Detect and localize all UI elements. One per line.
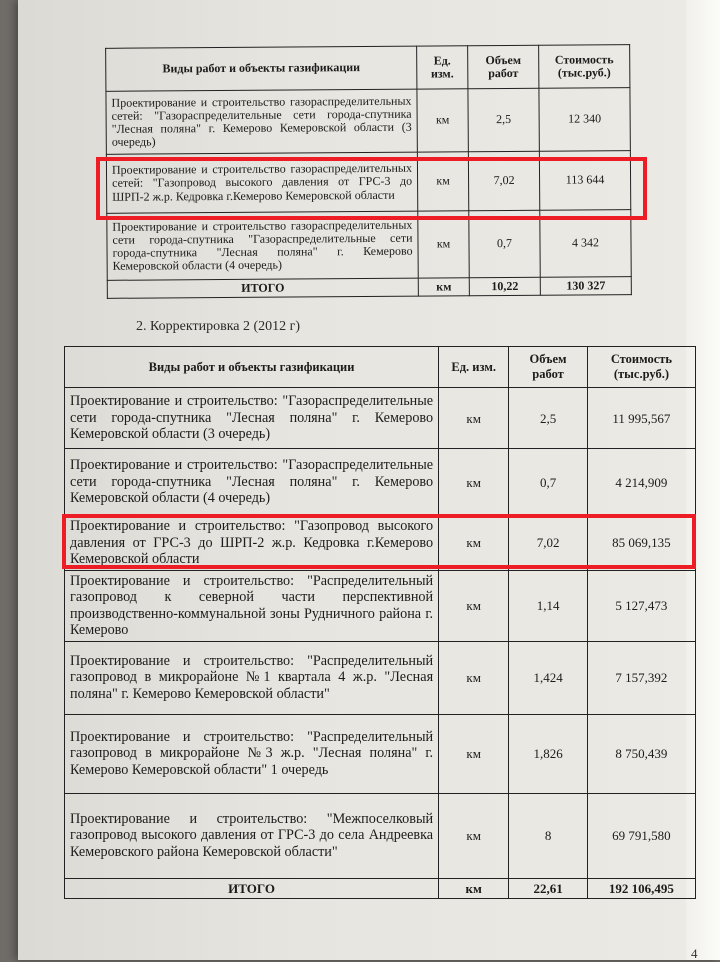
- row-volume: 7,02: [509, 516, 588, 571]
- row-cost: 85 069,135: [587, 516, 695, 571]
- table-row: [65, 714, 696, 793]
- red-highlight-box: [62, 514, 696, 569]
- page-number: 4: [691, 946, 698, 961]
- row-volume: 8: [509, 793, 588, 878]
- row-unit: км: [417, 89, 468, 152]
- total-unit: км: [418, 278, 469, 297]
- header-unit: Ед. изм.: [417, 46, 468, 89]
- row-unit: км: [439, 793, 509, 878]
- row-cost: 11 995,567: [587, 388, 695, 449]
- row-unit: км: [439, 388, 509, 449]
- section-heading: 2. Корректировка 2 (2012 г): [136, 319, 301, 334]
- header-cost: Стоимость (тыс.руб.): [587, 347, 695, 388]
- row-cost: 8 750,439: [587, 714, 695, 793]
- row-volume: 1,424: [509, 641, 588, 714]
- row-cost: 12 340: [539, 88, 630, 152]
- total-volume: 22,61: [509, 878, 588, 898]
- row-volume: 1,14: [509, 570, 588, 641]
- total-cost: 130 327: [540, 277, 631, 296]
- row-volume: 2,5: [468, 88, 539, 151]
- row-volume: 0,7: [509, 449, 588, 516]
- header-volume: Объем работ: [468, 45, 539, 88]
- row-cost: 7 157,392: [587, 641, 695, 714]
- row-cost: 5 127,473: [587, 570, 695, 641]
- table-row: [107, 210, 631, 281]
- row-unit: км: [439, 641, 509, 714]
- table-total-row: [65, 878, 696, 898]
- row-description: Проектирование и строительство: "Распределительный газопровод в микрорайоне №1 квартала 4 ж.р. "Лесная поляна" г. Кемерово Кемеровской области": [65, 641, 439, 714]
- row-description: Проектирование и строительство: "Межпоселковый газопровод высокого давления от ГРС-3 до села Андреевка Кемеровского района Кемеровской области": [65, 793, 439, 878]
- row-description: Проектирование и строительство газораспределительных сети города-спутника "Газораспределительные сети города-спутника "Лесная поляна" г. Кемерово Кемеровской области (4 очередь): [107, 211, 418, 280]
- row-unit: км: [418, 211, 469, 278]
- row-description: Проектирование и строительство: "Газопровод высокого давления от ГРС-3 до ШРП-2 ж.р. Кедровка г.Кемерово Кемеровской области: [65, 516, 439, 571]
- total-cost: 192 106,495: [587, 878, 695, 898]
- row-description: Проектирование и строительство: "Газораспределительные сети города-спутника "Лесная поляна" г. Кемерово Кемеровской области (3 очередь): [65, 388, 439, 449]
- row-volume: 0,7: [469, 210, 540, 277]
- header-works: Виды работ и объекты газификации: [65, 347, 439, 388]
- row-description: Проектирование и строительство газораспределительных сетей: "Газораспределительные сети города-спутника "Лесная поляна" г. Кемерово Кемеровской области (3 очередь): [106, 89, 417, 154]
- red-highlight-box: [96, 157, 647, 220]
- table-row: [65, 449, 696, 516]
- table-row: [106, 88, 630, 155]
- header-volume: Объем работ: [509, 347, 588, 388]
- row-description: Проектирование и строительство газораспределительных сетей: "Газопровод высокого давления от ГРС-3 до ШРП-2 ж.р. Кедровка г.Кемерово Кемеровской области: [106, 152, 417, 213]
- row-description: Проектирование и строительство: "Распределительный газопровод в микрорайоне №3 ж.р. "Лесная поляна" г. Кемерово Кемеровской области" 1 очередь: [65, 714, 439, 793]
- row-description: Проектирование и строительство: "Газораспределительные сети города-спутника "Лесная поляна" г. Кемерово Кемеровской области (4 очередь): [65, 449, 439, 516]
- table-row: [65, 388, 696, 449]
- row-volume: 2,5: [509, 388, 588, 449]
- works-table-2: [64, 346, 696, 899]
- header-unit: Ед. изм.: [439, 347, 509, 388]
- row-cost: 4 342: [540, 210, 631, 278]
- table-row: [65, 570, 696, 641]
- table-header-row: [65, 347, 696, 388]
- row-volume: 1,826: [509, 714, 588, 793]
- row-unit: км: [439, 516, 509, 571]
- row-unit: км: [439, 570, 509, 641]
- total-unit: км: [439, 878, 509, 898]
- row-cost: 69 791,580: [587, 793, 695, 878]
- table-header-row: [106, 45, 630, 92]
- row-unit: км: [439, 714, 509, 793]
- table-total-row: [107, 277, 631, 299]
- table-row: [65, 793, 696, 878]
- header-works: Виды работ и объекты газификации: [106, 46, 417, 91]
- total-volume: 10,22: [469, 277, 540, 296]
- header-cost: Стоимость (тыс.руб.): [539, 45, 630, 89]
- row-cost: 113 644: [539, 151, 630, 211]
- row-cost: 4 214,909: [587, 449, 695, 516]
- table-row: [65, 641, 696, 714]
- total-label: ИТОГО: [107, 278, 418, 298]
- row-volume: 7,02: [468, 151, 539, 210]
- row-unit: км: [417, 152, 468, 211]
- row-description: Проектирование и строительство: "Распределительный газопровод к северной части перспективной производственно-коммунальной зоны Рудничного района г. Кемерово: [65, 570, 439, 641]
- row-unit: км: [439, 449, 509, 516]
- total-label: ИТОГО: [65, 878, 439, 898]
